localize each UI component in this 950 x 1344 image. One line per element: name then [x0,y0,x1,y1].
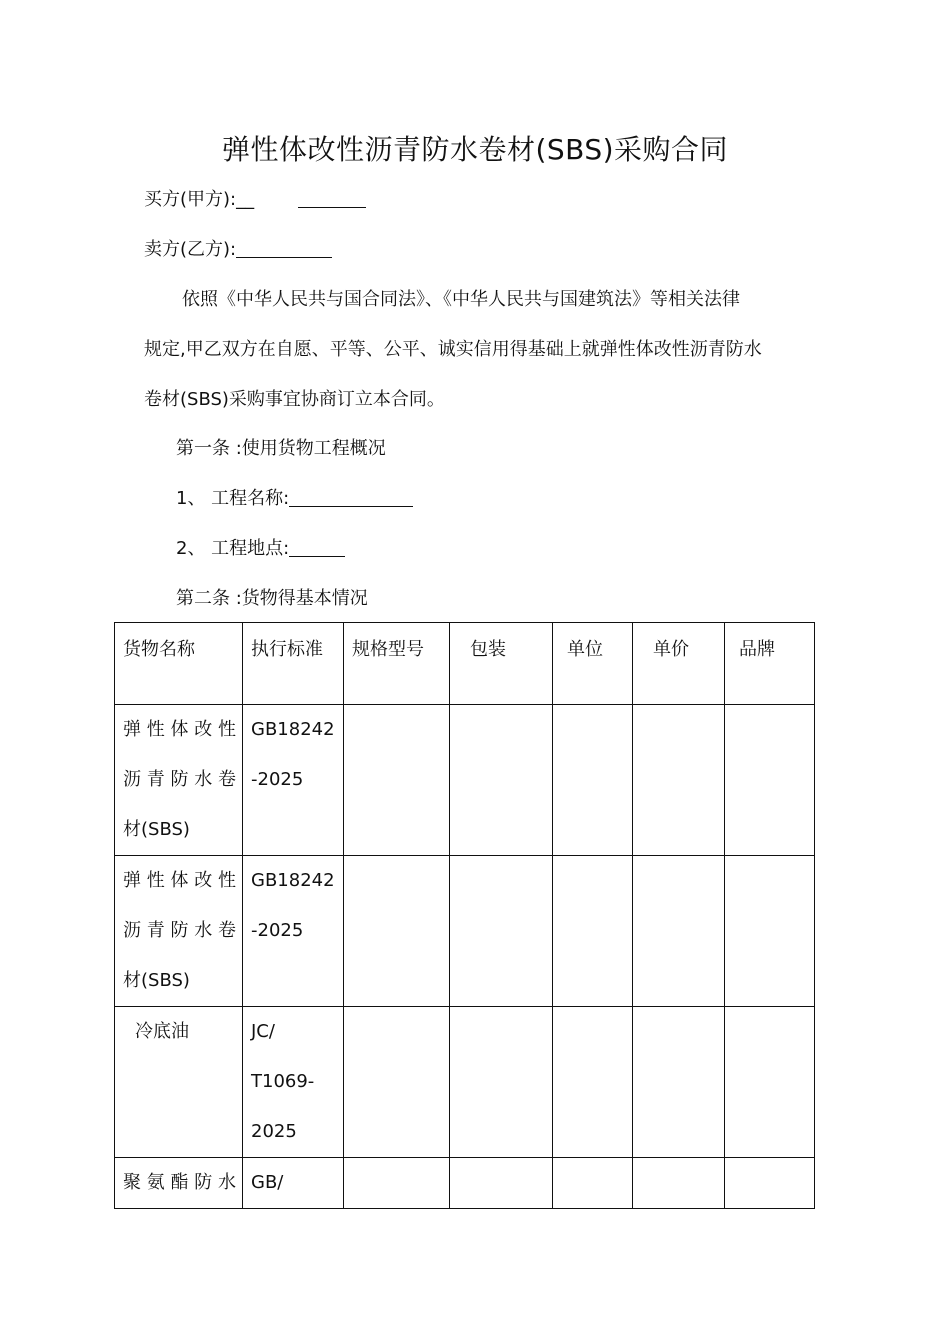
standard-cell [243,1158,344,1209]
unit-cell [553,1007,633,1158]
goods-name-line: 弹性体改性 [123,870,236,891]
buyer-line [144,186,366,214]
article-1-heading: 第一条 :使用货物工程概况 [176,438,386,459]
seller-label: 卖方(乙方): [144,239,237,260]
goods-name-cell [115,705,243,856]
article-2-heading: 第二条 :货物得基本情况 [176,588,368,609]
header-unit-price: 单价 [633,623,725,705]
goods-name-line: 材(SBS) [123,819,190,840]
table-header-row [115,623,815,705]
standard-cell [243,1007,344,1158]
goods-name-line: 聚氨酯防水 [123,1172,236,1193]
goods-name-cell [115,856,243,1007]
goods-name-line: 沥青防水卷 [123,920,236,941]
goods-name-line: 材(SBS) [123,970,190,991]
packaging-cell [450,1158,553,1209]
header-spec-model: 规格型号 [344,623,450,705]
brand-cell [725,1007,815,1158]
intro-line-3: 卷材(SBS)采购事宜协商订立本合同。 [144,389,445,410]
unit-price-cell [633,1158,725,1209]
standard-line: GB18242 [251,719,335,740]
header-standard: 执行标准 [243,623,344,705]
project-name-line [176,485,413,513]
goods-name-line: 弹性体改性 [123,719,236,740]
packaging-cell [450,1007,553,1158]
unit-cell [553,856,633,1007]
goods-name-line: 冷底油 [135,1021,189,1042]
table-row [115,1158,815,1209]
standard-line: -2025 [251,769,304,790]
brand-cell [725,856,815,1007]
seller-blank [236,237,332,258]
standard-line: 2025 [251,1121,297,1142]
intro-line-2: 规定,甲乙双方在自愿、平等、公平、诚实信用得基础上就弹性体改性沥青防水 [144,339,762,360]
header-brand: 品牌 [725,623,815,705]
table-row [115,856,815,1007]
standard-cell [243,705,344,856]
project-location-blank [289,536,345,557]
project-location-line [176,535,345,563]
goods-name-cell [115,1007,243,1158]
spec-model-cell [344,1158,450,1209]
unit-price-cell [633,1007,725,1158]
project-name-label: 1、 工程名称: [176,488,290,509]
standard-cell [243,856,344,1007]
project-location-label: 2、 工程地点: [176,538,290,559]
header-unit: 单位 [553,623,633,705]
goods-table [114,622,815,1209]
buyer-blank [298,187,366,208]
brand-cell [725,1158,815,1209]
header-packaging: 包装 [450,623,553,705]
table-row [115,1007,815,1158]
standard-line: JC/ [251,1021,275,1042]
project-name-blank [289,486,413,507]
standard-line: GB18242 [251,870,335,891]
unit-price-cell [633,705,725,856]
seller-line [144,236,332,264]
standard-line: GB/ [251,1172,284,1193]
packaging-cell [450,705,553,856]
header-goods-name: 货物名称 [115,623,243,705]
standard-line: T1069- [251,1071,315,1092]
spec-model-cell [344,705,450,856]
goods-name-line: 沥青防水卷 [123,769,236,790]
unit-price-cell [633,856,725,1007]
unit-cell [553,705,633,856]
intro-line-1: 依照《中华人民共与国合同法》、《中华人民共与国建筑法》等相关法律 [182,289,740,310]
unit-cell [553,1158,633,1209]
goods-name-cell [115,1158,243,1209]
spec-model-cell [344,1007,450,1158]
standard-line: -2025 [251,920,304,941]
buyer-label: 买方(甲方):__ [144,189,255,210]
document-title: 弹性体改性沥青防水卷材(SBS)采购合同 [221,133,729,166]
packaging-cell [450,856,553,1007]
brand-cell [725,705,815,856]
spec-model-cell [344,856,450,1007]
table-row [115,705,815,856]
